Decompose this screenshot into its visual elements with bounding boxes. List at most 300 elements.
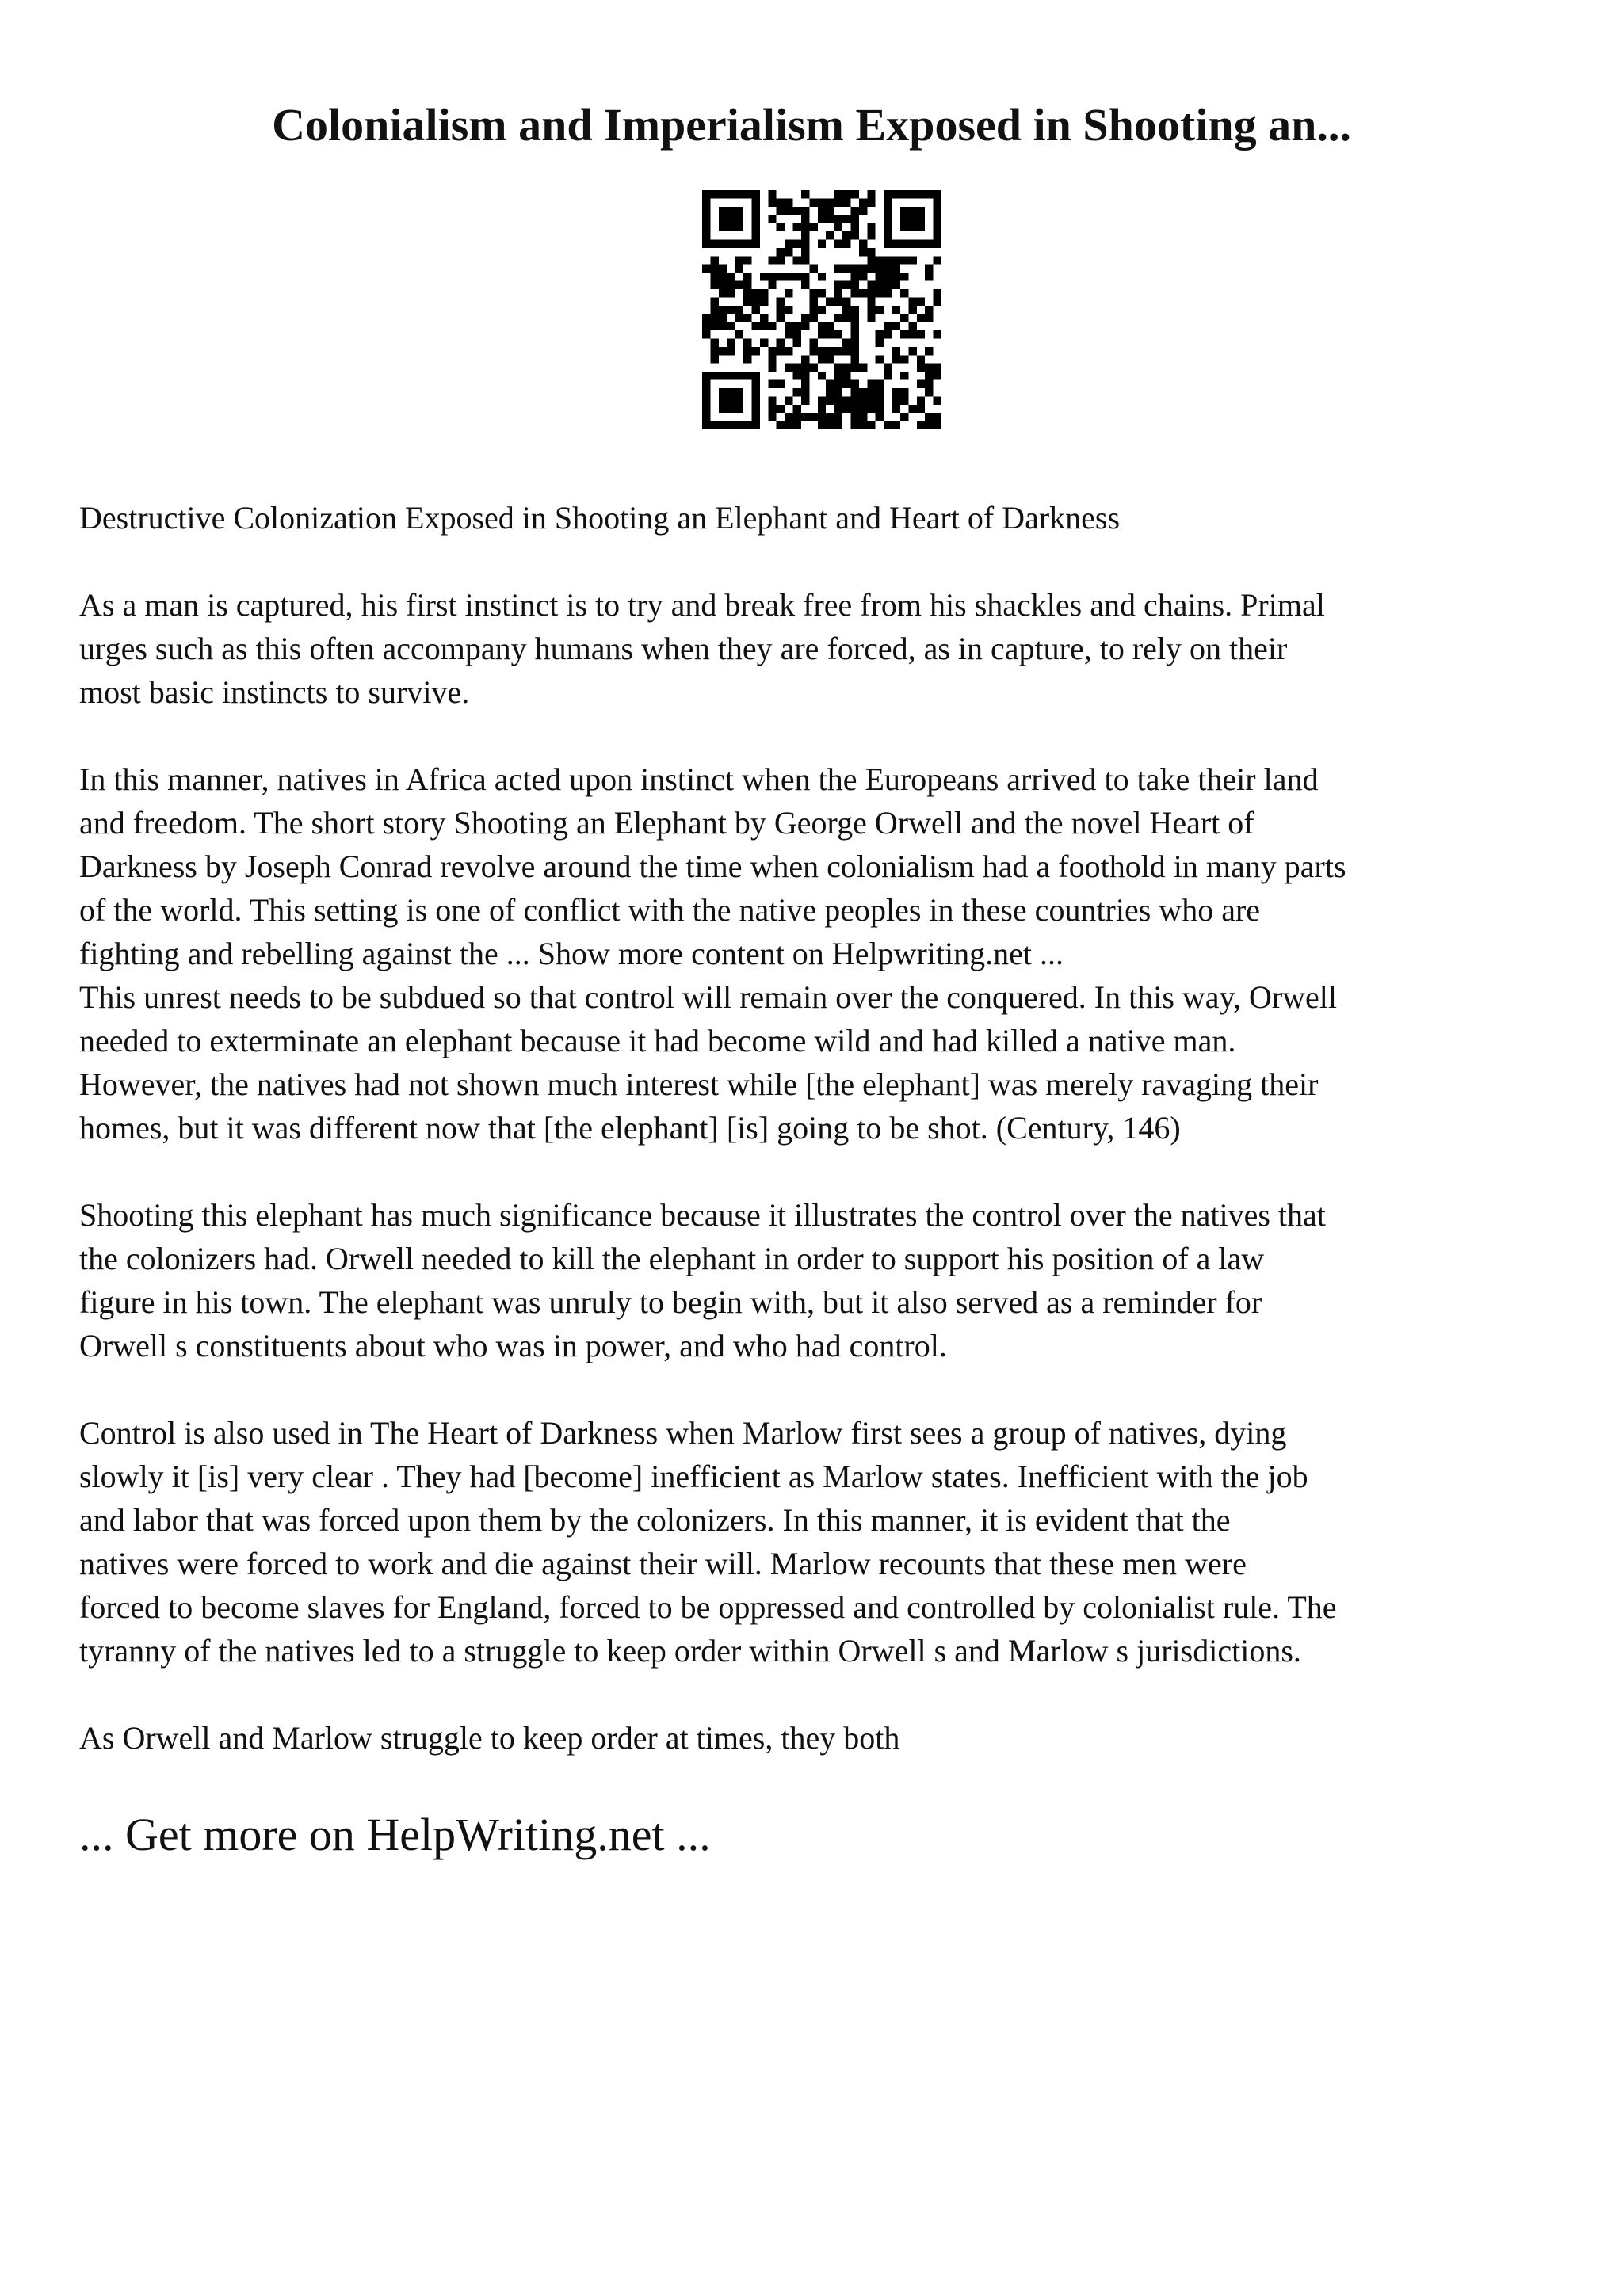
qr-module bbox=[727, 388, 735, 396]
qr-module bbox=[777, 248, 785, 256]
qr-module bbox=[934, 256, 941, 264]
qr-module bbox=[892, 405, 900, 413]
qr-module bbox=[826, 413, 834, 421]
qr-module bbox=[934, 421, 941, 429]
qr-module bbox=[867, 388, 875, 396]
qr-module bbox=[867, 380, 875, 388]
qr-module bbox=[867, 256, 875, 264]
qr-module bbox=[818, 239, 826, 247]
qr-module bbox=[801, 364, 809, 372]
qr-module bbox=[801, 322, 809, 330]
qr-module bbox=[892, 273, 900, 280]
qr-module bbox=[892, 347, 900, 355]
qr-module bbox=[702, 396, 710, 404]
qr-module bbox=[793, 372, 801, 379]
qr-module bbox=[751, 405, 759, 413]
qr-module bbox=[934, 239, 941, 247]
qr-module bbox=[859, 248, 867, 256]
qr-module bbox=[727, 190, 735, 198]
qr-module bbox=[809, 265, 817, 273]
qr-module bbox=[727, 396, 735, 404]
qr-module bbox=[859, 388, 867, 396]
qr-module bbox=[777, 198, 785, 206]
qr-module bbox=[818, 207, 826, 215]
qr-module bbox=[777, 297, 785, 305]
qr-module bbox=[925, 388, 933, 396]
qr-module bbox=[908, 207, 916, 215]
qr-code-icon bbox=[702, 190, 941, 429]
qr-module bbox=[727, 223, 735, 231]
qr-module bbox=[768, 364, 776, 372]
qr-module bbox=[900, 239, 908, 247]
qr-module bbox=[850, 223, 858, 231]
qr-module bbox=[884, 273, 892, 280]
qr-module bbox=[702, 265, 710, 273]
qr-module bbox=[900, 207, 908, 215]
qr-module bbox=[801, 413, 809, 421]
qr-module bbox=[859, 198, 867, 206]
qr-module bbox=[876, 388, 884, 396]
qr-module bbox=[934, 297, 941, 305]
qr-module bbox=[777, 347, 785, 355]
qr-module bbox=[702, 314, 710, 322]
qr-module bbox=[801, 223, 809, 231]
qr-module bbox=[719, 215, 727, 223]
qr-module bbox=[777, 421, 785, 429]
qr-module bbox=[900, 314, 908, 322]
qr-module bbox=[900, 413, 908, 421]
qr-module bbox=[917, 421, 925, 429]
qr-module bbox=[801, 372, 809, 379]
qr-module bbox=[710, 338, 718, 346]
qr-module bbox=[900, 256, 908, 264]
qr-module bbox=[777, 207, 785, 215]
qr-module bbox=[884, 289, 892, 297]
qr-module bbox=[925, 190, 933, 198]
qr-module bbox=[842, 239, 850, 247]
qr-module bbox=[719, 306, 727, 314]
qr-module bbox=[743, 289, 751, 297]
qr-module bbox=[702, 239, 710, 247]
text-line: Shooting this elephant has much significance because it illustrates the control over the natives that bbox=[79, 1197, 1326, 1233]
qr-module bbox=[751, 239, 759, 247]
qr-module bbox=[925, 347, 933, 355]
qr-module bbox=[777, 223, 785, 231]
qr-module bbox=[727, 372, 735, 379]
qr-module bbox=[900, 396, 908, 404]
qr-module bbox=[727, 273, 735, 280]
qr-module bbox=[710, 421, 718, 429]
qr-module bbox=[884, 421, 892, 429]
qr-module bbox=[908, 215, 916, 223]
qr-module bbox=[743, 314, 751, 322]
qr-module bbox=[801, 396, 809, 404]
qr-module bbox=[867, 198, 875, 206]
qr-module bbox=[743, 297, 751, 305]
qr-module bbox=[842, 338, 850, 346]
qr-module bbox=[735, 215, 743, 223]
qr-module bbox=[892, 355, 900, 363]
qr-module bbox=[884, 223, 892, 231]
qr-module bbox=[900, 223, 908, 231]
qr-module bbox=[859, 273, 867, 280]
qr-module bbox=[850, 355, 858, 363]
qr-module bbox=[908, 223, 916, 231]
qr-module bbox=[743, 347, 751, 355]
qr-module bbox=[925, 413, 933, 421]
qr-module bbox=[867, 314, 875, 322]
qr-module bbox=[826, 330, 834, 338]
qr-module bbox=[809, 314, 817, 322]
qr-module bbox=[884, 364, 892, 372]
qr-module bbox=[884, 281, 892, 289]
qr-module bbox=[834, 372, 842, 379]
qr-module bbox=[751, 215, 759, 223]
qr-module bbox=[735, 223, 743, 231]
qr-module bbox=[925, 421, 933, 429]
qr-module bbox=[751, 190, 759, 198]
qr-module bbox=[818, 347, 826, 355]
qr-module bbox=[934, 413, 941, 421]
qr-module bbox=[859, 239, 867, 247]
qr-module bbox=[850, 396, 858, 404]
qr-module bbox=[934, 190, 941, 198]
qr-module bbox=[785, 396, 792, 404]
paragraph-6 bbox=[79, 1716, 1569, 1760]
qr-module bbox=[917, 207, 925, 215]
qr-module bbox=[884, 215, 892, 223]
qr-module bbox=[801, 273, 809, 280]
qr-module bbox=[710, 190, 718, 198]
qr-module bbox=[818, 322, 826, 330]
qr-module bbox=[743, 281, 751, 289]
qr-module bbox=[801, 248, 809, 256]
qr-module bbox=[934, 231, 941, 239]
qr-module bbox=[925, 265, 933, 273]
text-line: and freedom. The short story Shooting an Elephant by George Orwell and the novel Heart of bbox=[79, 805, 1254, 841]
qr-module bbox=[842, 372, 850, 379]
qr-module bbox=[934, 207, 941, 215]
qr-module bbox=[818, 421, 826, 429]
qr-module bbox=[743, 421, 751, 429]
qr-module bbox=[859, 396, 867, 404]
text-line: This unrest needs to be subdued so that control will remain over the conquered. In this way, Orwell bbox=[79, 979, 1338, 1015]
qr-module bbox=[867, 289, 875, 297]
qr-module bbox=[702, 421, 710, 429]
qr-module bbox=[801, 380, 809, 388]
qr-module bbox=[850, 330, 858, 338]
qr-module bbox=[702, 231, 710, 239]
qr-module bbox=[818, 355, 826, 363]
qr-module bbox=[892, 306, 900, 314]
qr-module bbox=[908, 347, 916, 355]
qr-module bbox=[892, 322, 900, 330]
qr-module bbox=[818, 330, 826, 338]
qr-module bbox=[760, 314, 768, 322]
qr-module bbox=[892, 265, 900, 273]
paragraph-1 bbox=[79, 583, 1569, 714]
text-line: As Orwell and Marlow struggle to keep order at times, they both bbox=[79, 1720, 900, 1756]
qr-module bbox=[934, 215, 941, 223]
qr-module bbox=[842, 281, 850, 289]
qr-module bbox=[925, 306, 933, 314]
qr-module bbox=[850, 413, 858, 421]
qr-module bbox=[801, 281, 809, 289]
qr-module bbox=[768, 355, 776, 363]
qr-module bbox=[702, 198, 710, 206]
qr-module bbox=[892, 256, 900, 264]
qr-module bbox=[850, 281, 858, 289]
qr-module bbox=[818, 215, 826, 223]
qr-module bbox=[809, 364, 817, 372]
qr-module bbox=[900, 273, 908, 280]
text-line: As a man is captured, his first instinct is to try and break free from his shackles and chains. Primal bbox=[79, 587, 1325, 623]
qr-module bbox=[925, 372, 933, 379]
qr-module bbox=[719, 421, 727, 429]
qr-module bbox=[826, 322, 834, 330]
qr-module bbox=[892, 239, 900, 247]
qr-module bbox=[809, 297, 817, 305]
qr-module bbox=[743, 355, 751, 363]
qr-module bbox=[768, 405, 776, 413]
qr-module bbox=[867, 405, 875, 413]
qr-module bbox=[719, 281, 727, 289]
qr-module bbox=[884, 239, 892, 247]
qr-module bbox=[867, 190, 875, 198]
qr-module bbox=[850, 273, 858, 280]
qr-module bbox=[702, 223, 710, 231]
qr-module bbox=[834, 396, 842, 404]
qr-module bbox=[801, 256, 809, 264]
qr-module bbox=[777, 314, 785, 322]
get-more-link[interactable]: ... Get more on HelpWriting.net ... bbox=[79, 1809, 711, 1860]
qr-module bbox=[702, 322, 710, 330]
qr-module bbox=[892, 396, 900, 404]
qr-module bbox=[859, 364, 867, 372]
qr-module bbox=[818, 198, 826, 206]
qr-module bbox=[917, 239, 925, 247]
qr-module bbox=[818, 396, 826, 404]
qr-module bbox=[793, 223, 801, 231]
qr-module bbox=[892, 388, 900, 396]
qr-module bbox=[743, 256, 751, 264]
qr-module bbox=[735, 314, 743, 322]
qr-module bbox=[842, 190, 850, 198]
qr-module bbox=[850, 322, 858, 330]
qr-module bbox=[727, 421, 735, 429]
qr-module bbox=[876, 338, 884, 346]
qr-module bbox=[719, 273, 727, 280]
qr-module bbox=[710, 281, 718, 289]
text-line: and labor that was forced upon them by the colonizers. In this manner, it is evident that the bbox=[79, 1502, 1231, 1538]
qr-module bbox=[768, 347, 776, 355]
qr-module bbox=[702, 215, 710, 223]
qr-module bbox=[925, 364, 933, 372]
qr-module bbox=[735, 388, 743, 396]
qr-module bbox=[826, 198, 834, 206]
qr-module bbox=[884, 372, 892, 379]
qr-module bbox=[743, 190, 751, 198]
text-line: In this manner, natives in Africa acted upon instinct when the Europeans arrived to take their land bbox=[79, 761, 1319, 797]
qr-module bbox=[876, 306, 884, 314]
show-more-line: fighting and rebelling against the ... Show more content on Helpwriting.net ... bbox=[79, 936, 1064, 971]
text-line: tyranny of the natives led to a struggle to keep order within Orwell s and Marlow s jurisdictions. bbox=[79, 1633, 1301, 1669]
qr-module bbox=[760, 297, 768, 305]
qr-module bbox=[768, 281, 776, 289]
qr-module bbox=[785, 207, 792, 215]
qr-module bbox=[785, 239, 792, 247]
qr-module bbox=[751, 413, 759, 421]
qr-module bbox=[834, 364, 842, 372]
qr-module bbox=[710, 297, 718, 305]
qr-module bbox=[710, 273, 718, 280]
qr-module bbox=[702, 330, 710, 338]
qr-module bbox=[743, 273, 751, 280]
qr-module bbox=[908, 405, 916, 413]
qr-module bbox=[850, 388, 858, 396]
qr-module bbox=[793, 364, 801, 372]
qr-module bbox=[702, 413, 710, 421]
qr-module bbox=[876, 380, 884, 388]
qr-module bbox=[727, 239, 735, 247]
qr-module bbox=[710, 372, 718, 379]
qr-module bbox=[735, 207, 743, 215]
document-title: Colonialism and Imperialism Exposed in Shooting an... bbox=[272, 99, 1351, 151]
qr-module bbox=[867, 231, 875, 239]
qr-module bbox=[793, 207, 801, 215]
qr-module bbox=[908, 297, 916, 305]
qr-module bbox=[710, 314, 718, 322]
qr-module bbox=[751, 388, 759, 396]
qr-module bbox=[826, 207, 834, 215]
qr-module bbox=[884, 256, 892, 264]
qr-module bbox=[834, 330, 842, 338]
qr-module bbox=[777, 380, 785, 388]
qr-module bbox=[702, 372, 710, 379]
qr-module bbox=[842, 314, 850, 322]
qr-module bbox=[876, 281, 884, 289]
qr-module bbox=[751, 297, 759, 305]
qr-module bbox=[793, 239, 801, 247]
qr-module bbox=[908, 306, 916, 314]
qr-module bbox=[735, 421, 743, 429]
qr-module bbox=[876, 396, 884, 404]
qr-module bbox=[842, 347, 850, 355]
qr-module bbox=[867, 248, 875, 256]
qr-module bbox=[793, 413, 801, 421]
qr-module bbox=[884, 322, 892, 330]
qr-module bbox=[727, 338, 735, 346]
qr-module bbox=[876, 256, 884, 264]
qr-module bbox=[760, 273, 768, 280]
qr-module bbox=[884, 265, 892, 273]
qr-module bbox=[876, 405, 884, 413]
qr-module bbox=[727, 347, 735, 355]
qr-module bbox=[917, 355, 925, 363]
qr-module bbox=[818, 372, 826, 379]
qr-module bbox=[850, 421, 858, 429]
qr-module bbox=[900, 289, 908, 297]
qr-module bbox=[917, 380, 925, 388]
qr-module bbox=[785, 413, 792, 421]
qr-module bbox=[727, 405, 735, 413]
qr-module bbox=[834, 190, 842, 198]
qr-module bbox=[876, 355, 884, 363]
qr-module bbox=[876, 413, 884, 421]
qr-module bbox=[834, 405, 842, 413]
qr-module bbox=[751, 380, 759, 388]
qr-module bbox=[850, 207, 858, 215]
qr-module bbox=[834, 223, 842, 231]
qr-module bbox=[743, 338, 751, 346]
qr-module bbox=[719, 405, 727, 413]
qr-module bbox=[934, 396, 941, 404]
qr-module bbox=[834, 289, 842, 297]
qr-module bbox=[842, 198, 850, 206]
qr-module bbox=[793, 322, 801, 330]
qr-module bbox=[809, 413, 817, 421]
qr-module bbox=[917, 396, 925, 404]
qr-module bbox=[727, 281, 735, 289]
qr-module bbox=[809, 306, 817, 314]
qr-module bbox=[900, 372, 908, 379]
qr-module bbox=[934, 289, 941, 297]
qr-module bbox=[727, 306, 735, 314]
qr-module bbox=[917, 364, 925, 372]
qr-module bbox=[702, 207, 710, 215]
qr-module bbox=[900, 190, 908, 198]
qr-module bbox=[925, 239, 933, 247]
qr-module bbox=[876, 330, 884, 338]
qr-module bbox=[719, 372, 727, 379]
qr-module bbox=[777, 306, 785, 314]
qr-module bbox=[809, 289, 817, 297]
qr-module bbox=[785, 322, 792, 330]
qr-module bbox=[785, 330, 792, 338]
qr-module bbox=[917, 297, 925, 305]
qr-module bbox=[842, 380, 850, 388]
qr-module bbox=[834, 297, 842, 305]
qr-module bbox=[900, 388, 908, 396]
qr-module bbox=[727, 207, 735, 215]
qr-module bbox=[867, 421, 875, 429]
qr-module bbox=[826, 231, 834, 239]
qr-module bbox=[785, 364, 792, 372]
qr-module bbox=[867, 396, 875, 404]
qr-module bbox=[867, 281, 875, 289]
qr-module bbox=[768, 396, 776, 404]
qr-module bbox=[892, 281, 900, 289]
qr-module bbox=[719, 190, 727, 198]
qr-module bbox=[751, 231, 759, 239]
qr-module bbox=[884, 198, 892, 206]
qr-module bbox=[850, 338, 858, 346]
qr-module bbox=[801, 231, 809, 239]
qr-module bbox=[826, 380, 834, 388]
qr-module bbox=[760, 338, 768, 346]
qr-module bbox=[710, 239, 718, 247]
qr-module bbox=[751, 421, 759, 429]
qr-module bbox=[751, 207, 759, 215]
qr-module bbox=[710, 347, 718, 355]
qr-module bbox=[908, 239, 916, 247]
qr-module bbox=[850, 190, 858, 198]
qr-module bbox=[826, 396, 834, 404]
qr-module bbox=[908, 330, 916, 338]
text-line: the colonizers had. Orwell needed to kill the elephant in order to support his position of a law bbox=[79, 1241, 1265, 1276]
qr-module bbox=[884, 231, 892, 239]
qr-module bbox=[850, 231, 858, 239]
